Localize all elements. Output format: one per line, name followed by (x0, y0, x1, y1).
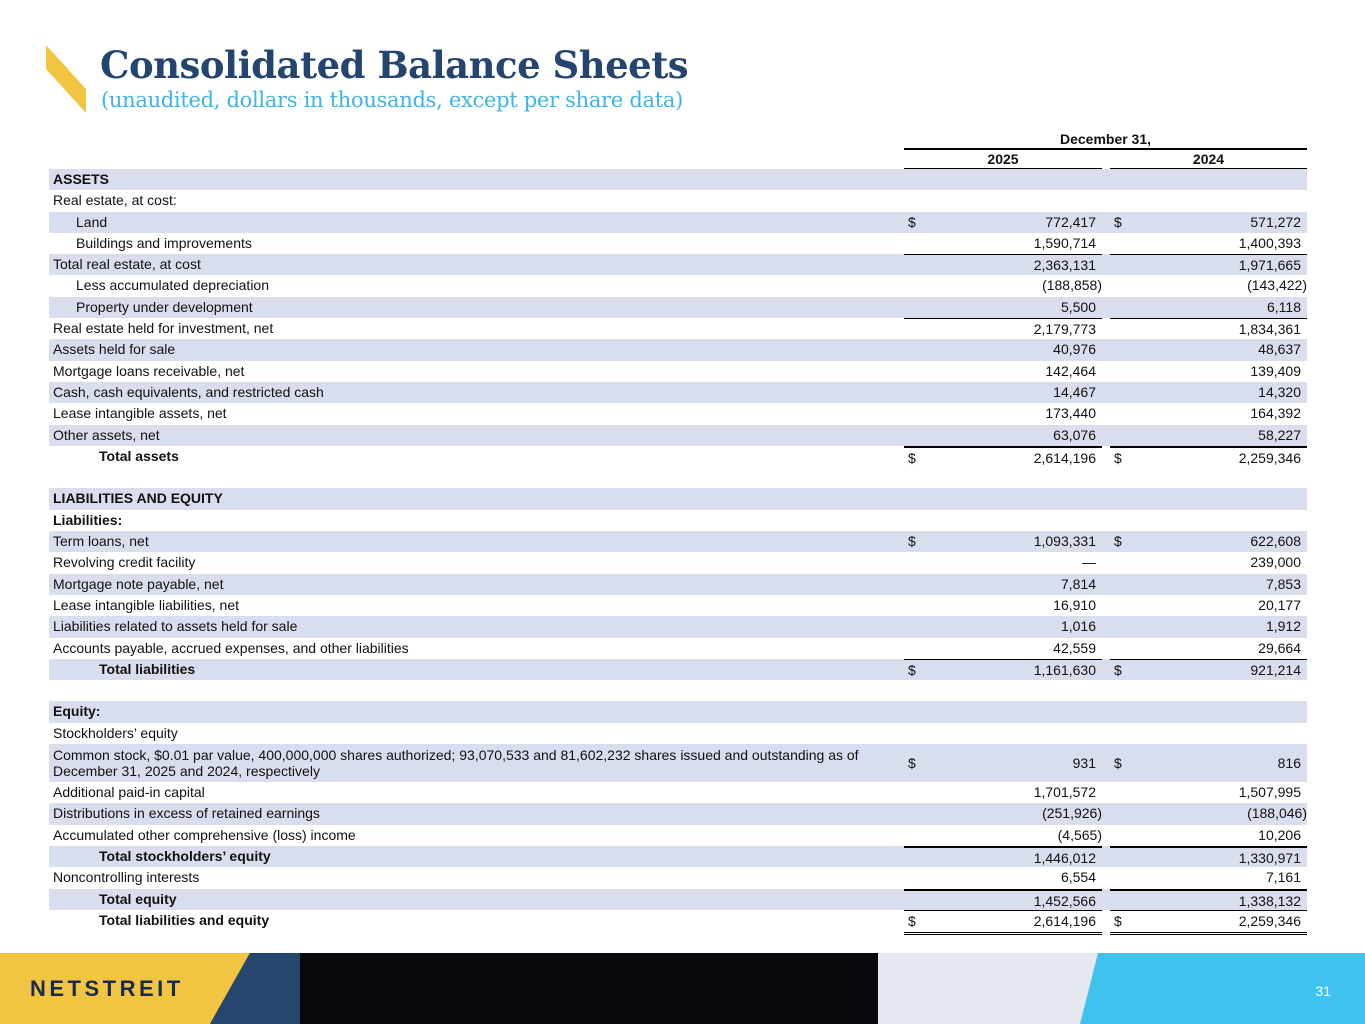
cell-value: 58,227 (1258, 426, 1301, 443)
cell-value: 48,637 (1258, 341, 1301, 358)
value-cell-2025 (904, 659, 1102, 681)
value-cell-2024 (1110, 825, 1307, 846)
cell-value: 1,912 (1265, 618, 1301, 635)
cell-value: 63,076 (1053, 426, 1096, 443)
cell-value: 1,400,393 (1238, 234, 1301, 251)
value-cell-2024 (1110, 595, 1307, 616)
cell-value: — (1082, 554, 1096, 571)
value-cell-2024 (1110, 910, 1307, 935)
value-cell-2024 (1110, 233, 1307, 254)
table-row (49, 744, 1307, 782)
table-row (49, 595, 1307, 616)
table-row (49, 616, 1307, 637)
value-cell-2025 (904, 510, 1102, 531)
cell-value: 1,971,665 (1238, 257, 1301, 274)
cell-value: 571,272 (1250, 213, 1301, 230)
value-cell-2025 (904, 846, 1102, 869)
currency-symbol: $ (908, 912, 916, 929)
value-cell-2025 (904, 825, 1102, 846)
table-row (49, 782, 1307, 803)
row-label: LIABILITIES AND EQUITY (53, 490, 223, 507)
row-label: Less accumulated depreciation (76, 277, 270, 294)
table-row (49, 488, 1307, 509)
page-subtitle: (unaudited, dollars in thousands, except per share data) (101, 88, 683, 112)
page-number: 31 (1315, 983, 1331, 999)
row-label: Total stockholders’ equity (99, 847, 271, 864)
cell-value: 20,177 (1258, 596, 1301, 613)
row-label: Buildings and improvements (76, 234, 252, 251)
cell-value: 2,614,196 (1033, 449, 1096, 466)
value-cell-2024 (1110, 254, 1307, 276)
currency-symbol: $ (1114, 213, 1122, 230)
cell-value: (251,926) (1042, 805, 1102, 822)
table-row (49, 339, 1307, 360)
value-cell-2024 (1110, 638, 1307, 659)
row-label: Distributions in excess of retained earnings (53, 805, 320, 822)
table-row (49, 723, 1307, 744)
value-cell-2024 (1110, 446, 1307, 469)
row-label: Liabilities: (53, 511, 123, 528)
cell-value: 1,161,630 (1033, 661, 1096, 678)
table-row (49, 701, 1307, 722)
cell-value: (188,858) (1042, 277, 1102, 294)
value-cell-2024 (1110, 425, 1307, 446)
cell-value: 10,206 (1258, 826, 1301, 843)
row-label: Revolving credit facility (53, 554, 196, 571)
table-row (49, 889, 1307, 910)
cell-value: 14,467 (1053, 383, 1096, 400)
cell-value: 42,559 (1053, 639, 1096, 656)
row-label: Term loans, net (53, 533, 149, 550)
value-cell-2025 (904, 782, 1102, 803)
value-cell-2025 (904, 446, 1102, 469)
value-cell-2024 (1110, 382, 1307, 403)
value-cell-2025 (904, 318, 1102, 340)
currency-symbol: $ (908, 533, 916, 550)
cell-value: 1,338,132 (1238, 892, 1301, 909)
currency-symbol: $ (908, 661, 916, 678)
cell-value: 14,320 (1258, 383, 1301, 400)
value-cell-2025 (904, 803, 1102, 824)
row-label: Cash, cash equivalents, and restricted cash (53, 383, 324, 400)
value-cell-2024 (1110, 318, 1307, 340)
cell-value: 921,214 (1250, 661, 1301, 678)
cell-value: 1,446,012 (1033, 849, 1096, 866)
value-cell-2025 (904, 638, 1102, 659)
cell-value: 7,161 (1265, 869, 1301, 886)
table-row (49, 867, 1307, 888)
value-cell-2025 (904, 233, 1102, 254)
cell-value: (4,565) (1057, 826, 1102, 843)
value-cell-2024 (1110, 701, 1307, 722)
value-cell-2024 (1110, 403, 1307, 424)
row-label: Assets held for sale (53, 341, 176, 358)
value-cell-2024 (1110, 867, 1307, 888)
spacer-row (49, 467, 1307, 488)
value-cell-2025 (904, 382, 1102, 403)
table-row (49, 254, 1307, 275)
cell-value: 1,701,572 (1033, 784, 1096, 801)
value-cell-2025 (904, 190, 1102, 211)
value-cell-2025 (904, 910, 1102, 935)
value-cell-2025 (904, 867, 1102, 888)
value-cell-2025 (904, 744, 1102, 782)
value-cell-2025 (904, 574, 1102, 595)
spacer-row (49, 680, 1307, 701)
cell-value: 931 (1072, 755, 1096, 772)
cell-value: 1,507,995 (1238, 784, 1301, 801)
row-label: Lease intangible assets, net (53, 405, 227, 422)
table-row (49, 169, 1307, 190)
cell-value: 816 (1277, 755, 1301, 772)
value-cell-2024 (1110, 803, 1307, 824)
value-cell-2024 (1110, 169, 1307, 190)
footer-band (0, 953, 1365, 1024)
value-cell-2025 (904, 275, 1102, 296)
value-cell-2024 (1110, 616, 1307, 637)
currency-symbol: $ (1114, 661, 1122, 678)
table-row (49, 403, 1307, 424)
currency-symbol: $ (1114, 912, 1122, 929)
row-label: Mortgage note payable, net (53, 575, 224, 592)
table-row (49, 212, 1307, 233)
currency-symbol: $ (908, 755, 916, 772)
currency-symbol: $ (1114, 755, 1122, 772)
table-row (49, 275, 1307, 296)
table-row (49, 846, 1307, 867)
value-cell-2024 (1110, 552, 1307, 573)
cell-value: 142,464 (1045, 362, 1096, 379)
cell-value: 2,614,196 (1033, 912, 1096, 929)
table-row (49, 361, 1307, 382)
table-row (49, 297, 1307, 318)
currency-symbol: $ (1114, 449, 1122, 466)
currency-symbol: $ (908, 213, 916, 230)
cell-value: 1,452,566 (1033, 892, 1096, 909)
cell-value: 1,590,714 (1033, 234, 1096, 251)
row-label: Property under development (76, 298, 253, 315)
cell-value: 772,417 (1045, 213, 1096, 230)
page-title: Consolidated Balance Sheets (100, 43, 689, 87)
value-cell-2024 (1110, 574, 1307, 595)
table-row (49, 910, 1307, 931)
value-cell-2025 (904, 488, 1102, 509)
value-cell-2025 (904, 212, 1102, 233)
row-label: ASSETS (53, 171, 110, 187)
cell-value: 2,179,773 (1033, 321, 1096, 338)
balance-sheet-table (49, 169, 1307, 931)
value-cell-2025 (904, 595, 1102, 616)
row-label: Equity: (53, 703, 101, 720)
table-row (49, 318, 1307, 339)
cell-value: 139,409 (1250, 362, 1301, 379)
footer-brand-logo: NETSTREIT (30, 976, 184, 1001)
currency-symbol: $ (908, 449, 916, 466)
value-cell-2025 (904, 425, 1102, 446)
column-year-2024: 2024 (1110, 151, 1307, 169)
table-row (49, 803, 1307, 824)
row-label: Liabilities related to assets held for sale (53, 618, 298, 635)
value-cell-2024 (1110, 212, 1307, 233)
cell-value: 40,976 (1053, 341, 1096, 358)
table-row (49, 510, 1307, 531)
table-row (49, 446, 1307, 467)
value-cell-2024 (1110, 339, 1307, 360)
value-cell-2025 (904, 297, 1102, 318)
row-label: Other assets, net (53, 426, 160, 443)
value-cell-2025 (904, 723, 1102, 744)
row-label: Total real estate, at cost (53, 256, 201, 273)
row-label: Lease intangible liabilities, net (53, 596, 240, 613)
table-row (49, 638, 1307, 659)
cell-value: (143,422) (1247, 277, 1307, 294)
row-label: Additional paid-in capital (53, 784, 205, 801)
value-cell-2025 (904, 339, 1102, 360)
row-label: Total equity (99, 890, 177, 907)
row-label: Land (76, 213, 108, 230)
table-row (49, 382, 1307, 403)
table-row (49, 233, 1307, 254)
value-cell-2024 (1110, 846, 1307, 869)
value-cell-2024 (1110, 782, 1307, 803)
table-row (49, 825, 1307, 846)
cell-value: 29,664 (1258, 639, 1301, 656)
cell-value: 2,259,346 (1238, 449, 1301, 466)
value-cell-2024 (1110, 744, 1307, 782)
cell-value: 2,363,131 (1033, 257, 1096, 274)
table-row (49, 574, 1307, 595)
value-cell-2025 (904, 403, 1102, 424)
table-row (49, 531, 1307, 552)
cell-value: 2,259,346 (1238, 912, 1301, 929)
cell-value: 1,834,361 (1238, 321, 1301, 338)
row-label: Mortgage loans receivable, net (53, 362, 245, 379)
value-cell-2025 (904, 254, 1102, 276)
value-cell-2024 (1110, 723, 1307, 744)
cell-value: 1,093,331 (1033, 533, 1096, 550)
row-label: Real estate, at cost: (53, 192, 177, 209)
row-label: Total liabilities (99, 660, 196, 677)
value-cell-2025 (904, 169, 1102, 190)
value-cell-2024 (1110, 361, 1307, 382)
cell-value: 239,000 (1250, 554, 1301, 571)
value-cell-2024 (1110, 190, 1307, 211)
row-label: Stockholders’ equity (53, 724, 178, 741)
cell-value: 16,910 (1053, 596, 1096, 613)
value-cell-2025 (904, 531, 1102, 552)
table-row (49, 190, 1307, 211)
table-row (49, 552, 1307, 573)
cell-value: 622,608 (1250, 533, 1301, 550)
cell-value: 173,440 (1045, 405, 1096, 422)
cell-value: 1,330,971 (1238, 849, 1301, 866)
value-cell-2025 (904, 701, 1102, 722)
row-label: Total assets (99, 447, 179, 464)
cell-value: 6,554 (1060, 869, 1096, 886)
cell-value: 164,392 (1250, 405, 1301, 422)
row-label: Common stock, $0.01 par value, 400,000,000 shares authorized; 93,070,533 and 81,602,232 shares issued and outstanding as of December 31, 2025 and 2024, respectively (53, 747, 859, 780)
value-cell-2025 (904, 361, 1102, 382)
column-year-2025: 2025 (904, 151, 1102, 169)
value-cell-2024 (1110, 659, 1307, 681)
brand-chevron-icon (46, 45, 86, 113)
value-cell-2024 (1110, 889, 1307, 912)
value-cell-2025 (904, 616, 1102, 637)
cell-value: 1,016 (1060, 618, 1096, 635)
cell-value: 7,814 (1060, 575, 1096, 592)
cell-value: 5,500 (1060, 298, 1096, 315)
value-cell-2024 (1110, 510, 1307, 531)
row-label: Accumulated other comprehensive (loss) income (53, 826, 356, 843)
value-cell-2024 (1110, 488, 1307, 509)
table-row (49, 659, 1307, 680)
currency-symbol: $ (1114, 533, 1122, 550)
value-cell-2025 (904, 552, 1102, 573)
row-label: Real estate held for investment, net (53, 320, 274, 337)
value-cell-2024 (1110, 275, 1307, 296)
cell-value: 7,853 (1265, 575, 1301, 592)
cell-value: (188,046) (1247, 805, 1307, 822)
table-row (49, 425, 1307, 446)
row-label: Noncontrolling interests (53, 869, 200, 886)
row-label: Accounts payable, accrued expenses, and other liabilities (53, 639, 409, 656)
value-cell-2024 (1110, 297, 1307, 318)
cell-value: 6,118 (1267, 298, 1301, 315)
column-period-header: December 31, (904, 131, 1307, 150)
value-cell-2025 (904, 889, 1102, 912)
value-cell-2024 (1110, 531, 1307, 552)
row-label: Total liabilities and equity (99, 911, 270, 928)
